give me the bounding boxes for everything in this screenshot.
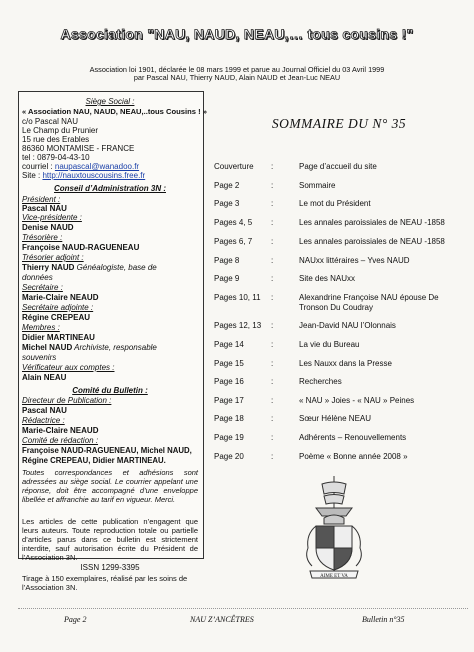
sommaire-item-title: La vie du Bureau bbox=[299, 340, 360, 349]
sommaire-item-separator: : bbox=[271, 218, 274, 227]
membre-2-role-cont: souvenirs bbox=[22, 353, 57, 362]
site-label: Site : bbox=[22, 171, 43, 180]
sommaire-item-title: Jean-David NAU l’Olonnais bbox=[299, 321, 396, 330]
sommaire-item-separator: : bbox=[271, 274, 274, 283]
tresoriere-label: Trésorière : bbox=[22, 233, 63, 242]
redactrice-name: Marie-Claire NEAUD bbox=[22, 426, 99, 435]
site-link[interactable]: http://nauxtouscousins.free.fr bbox=[42, 171, 146, 180]
vice-presidente-name: Denise NAUD bbox=[22, 223, 74, 232]
directeur-name: Pascal NAU bbox=[22, 406, 67, 415]
sommaire-item-title: Le mot du Président bbox=[299, 199, 371, 208]
sommaire-item-title: « NAU » Joies - « NAU » Peines bbox=[299, 396, 415, 405]
sommaire-item-page: Pages 12, 13 bbox=[214, 321, 262, 330]
tresorier-adjoint-role: Généalogiste, base de bbox=[74, 263, 157, 272]
verificateur-name: Alain NEAU bbox=[22, 373, 67, 382]
sommaire-item-page: Page 17 bbox=[214, 396, 244, 405]
sommaire-item-page: Couverture bbox=[214, 162, 254, 171]
sommaire-item-separator: : bbox=[271, 181, 274, 190]
sommaire-item-separator: : bbox=[271, 377, 274, 386]
tresorier-adjoint-label: Trésorier adjoint : bbox=[22, 253, 84, 262]
header-line-1: Association loi 1901, déclarée le 08 mars 1999 et parue au Journal Officiel du 03 Avril 1999 bbox=[89, 65, 385, 74]
secretaire-adjointe-label: Secrétaire adjointe : bbox=[22, 303, 94, 312]
courriel-link[interactable]: naupascal@wanadoo.fr bbox=[54, 162, 140, 171]
sommaire-item-title: Poème « Bonne année 2008 » bbox=[299, 452, 408, 461]
sommaire-item-page: Page 18 bbox=[214, 414, 244, 423]
siege-line-2: Le Champ du Prunier bbox=[22, 126, 99, 135]
sommaire-item-title: Site des NAUxx bbox=[299, 274, 356, 283]
sommaire-item-page: Page 14 bbox=[214, 340, 244, 349]
sommaire-item-page: Pages 10, 11 bbox=[214, 293, 261, 302]
sommaire-item-separator: : bbox=[271, 452, 274, 461]
correspondance-paragraph: Toutes correspondances et adhésions sont adressées au siège social. Le courrier appelant une réponse, doit être accompagné d’une enveloppe libellée et affranchie au tarif en vigueur. Merci. bbox=[22, 468, 198, 504]
vice-presidente-label: Vice-présidente : bbox=[22, 213, 82, 222]
tresoriere-name: Françoise NAUD-RAGUENEAU bbox=[22, 243, 140, 252]
sommaire-item-separator: : bbox=[271, 237, 274, 246]
tirage-note: Tirage à 150 exemplaires, réalisé par les soins de l’Association 3N. bbox=[22, 574, 188, 592]
sommaire-item-title: Les annales paroissiales de NEAU -1858 bbox=[299, 237, 445, 246]
directeur-label: Directeur de Publication : bbox=[22, 396, 112, 405]
sommaire-item-title: Recherches bbox=[299, 377, 342, 386]
sommaire-item-title: Les annales paroissiales de NEAU -1858 bbox=[299, 218, 445, 227]
sommaire-item-title: NAUxx littéraires – Yves NAUD bbox=[299, 256, 410, 265]
comite-redaction-line-1: Françoise NAUD-RAGUENEAU, Michel NAUD, bbox=[22, 446, 192, 455]
redactrice-label: Rédactrice : bbox=[22, 416, 65, 425]
sommaire-item-separator: : bbox=[271, 396, 274, 405]
sommaire-item-separator: : bbox=[271, 162, 274, 171]
footer-bulletin-name: NAU Z’ANCÊTRES bbox=[190, 615, 254, 624]
sommaire-item-title: Page d’accueil du site bbox=[299, 162, 377, 171]
siege-line-1: c/o Pascal NAU bbox=[22, 117, 79, 126]
association-title: Association "NAU, NAUD, NEAU,… tous cousins !" bbox=[60, 26, 414, 42]
secretaire-adjointe-name: Régine CREPEAU bbox=[22, 313, 91, 322]
siege-association-name: « Association NAU, NAUD, NEAU,..tous Cousins ! » bbox=[22, 107, 207, 116]
siege-social-heading: Siège Social : bbox=[85, 97, 135, 106]
courriel-label: courriel : bbox=[22, 162, 55, 171]
header-line-2: par Pascal NAU, Thierry NAUD, Alain NAUD et Jean-Luc NEAU bbox=[133, 73, 341, 82]
president-name: Pascal NAU bbox=[22, 204, 67, 213]
sommaire-item-page: Pages 6, 7 bbox=[214, 237, 253, 246]
sommaire-item-title: Adhérents – Renouvellements bbox=[299, 433, 407, 442]
president-label: Président : bbox=[22, 195, 61, 204]
sommaire-item-separator: : bbox=[271, 433, 274, 442]
sommaire-item-separator: : bbox=[271, 293, 274, 302]
tresorier-adjoint-name: Thierry NAUD bbox=[22, 263, 75, 272]
sommaire-item-separator: : bbox=[271, 256, 274, 265]
comite-heading: Comité du Bulletin : bbox=[72, 386, 148, 395]
sommaire-item-separator: : bbox=[271, 359, 274, 368]
sommaire-item-page: Page 16 bbox=[214, 377, 244, 386]
membre-2-line bbox=[22, 343, 157, 353]
verificateur-label: Vérificateur aux comptes : bbox=[22, 363, 115, 372]
sommaire-item-title: Alexandrine Françoise NAU épouse De Tronson Du Coudray bbox=[299, 293, 439, 312]
sommaire-item-title: Les Nauxx dans la Presse bbox=[299, 359, 392, 368]
membre-2-role: Archiviste, responsable bbox=[72, 343, 157, 352]
tresorier-adjoint-line bbox=[22, 263, 157, 273]
sommaire-item-page: Pages 4, 5 bbox=[214, 218, 253, 227]
sommaire-item-page: Page 3 bbox=[214, 199, 240, 208]
siege-line-3: 15 rue des Erables bbox=[22, 135, 90, 144]
sommaire-item-separator: : bbox=[271, 321, 274, 330]
sommaire-item-page: Page 8 bbox=[214, 256, 240, 265]
siege-line-5: tel : 0879-04-43-10 bbox=[22, 153, 90, 162]
sommaire-item-page: Page 15 bbox=[214, 359, 244, 368]
sommaire-item-page: Page 20 bbox=[214, 452, 244, 461]
issn: ISSN 1299-3395 bbox=[80, 563, 140, 572]
sommaire-item-separator: : bbox=[271, 340, 274, 349]
footer-issue: Bulletin n°35 bbox=[362, 615, 405, 624]
sommaire-item-page: Page 9 bbox=[214, 274, 240, 283]
secretaire-label: Secrétaire : bbox=[22, 283, 63, 292]
sommaire-item-separator: : bbox=[271, 199, 274, 208]
footer-divider bbox=[18, 608, 468, 609]
copyright-paragraph: Les articles de cette publication n’engagent que leurs auteurs. Toute reproduction totale ou partielle d’articles parus dans ce bulletin est strictement interdite, sauf autorisation écrite du Président de l’Association 3N. bbox=[22, 517, 198, 562]
sommaire-item-separator: : bbox=[271, 414, 274, 423]
sommaire-title: SOMMAIRE DU N° 35 bbox=[271, 116, 407, 131]
membre-2-name: Michel NAUD bbox=[22, 343, 73, 352]
membres-label: Membres : bbox=[22, 323, 60, 332]
siege-line-4: 86360 MONTAMISE - FRANCE bbox=[22, 144, 135, 153]
membre-1-name: Didier MARTINEAU bbox=[22, 333, 95, 342]
tresorier-adjoint-role-cont: données bbox=[22, 273, 53, 282]
site-line bbox=[22, 171, 145, 181]
sommaire-item-title: Sœur Hélène NEAU bbox=[299, 414, 372, 423]
footer-page: Page 2 bbox=[64, 615, 87, 624]
crest-motto: AIME ET VA bbox=[320, 574, 348, 579]
comite-redaction-label: Comité de rédaction : bbox=[22, 436, 99, 445]
coat-of-arms-emblem bbox=[298, 474, 370, 582]
sommaire-item-page: Page 2 bbox=[214, 181, 240, 190]
conseil-heading: Conseil d’Administration 3N : bbox=[53, 184, 166, 193]
sommaire-item-title: Sommaire bbox=[299, 181, 336, 190]
secretaire-name: Marie-Claire NEAUD bbox=[22, 293, 99, 302]
comite-redaction-line-2: Régine CREPEAU, Didier MARTINEAU. bbox=[22, 456, 166, 465]
sommaire-item-page: Page 19 bbox=[214, 433, 244, 442]
